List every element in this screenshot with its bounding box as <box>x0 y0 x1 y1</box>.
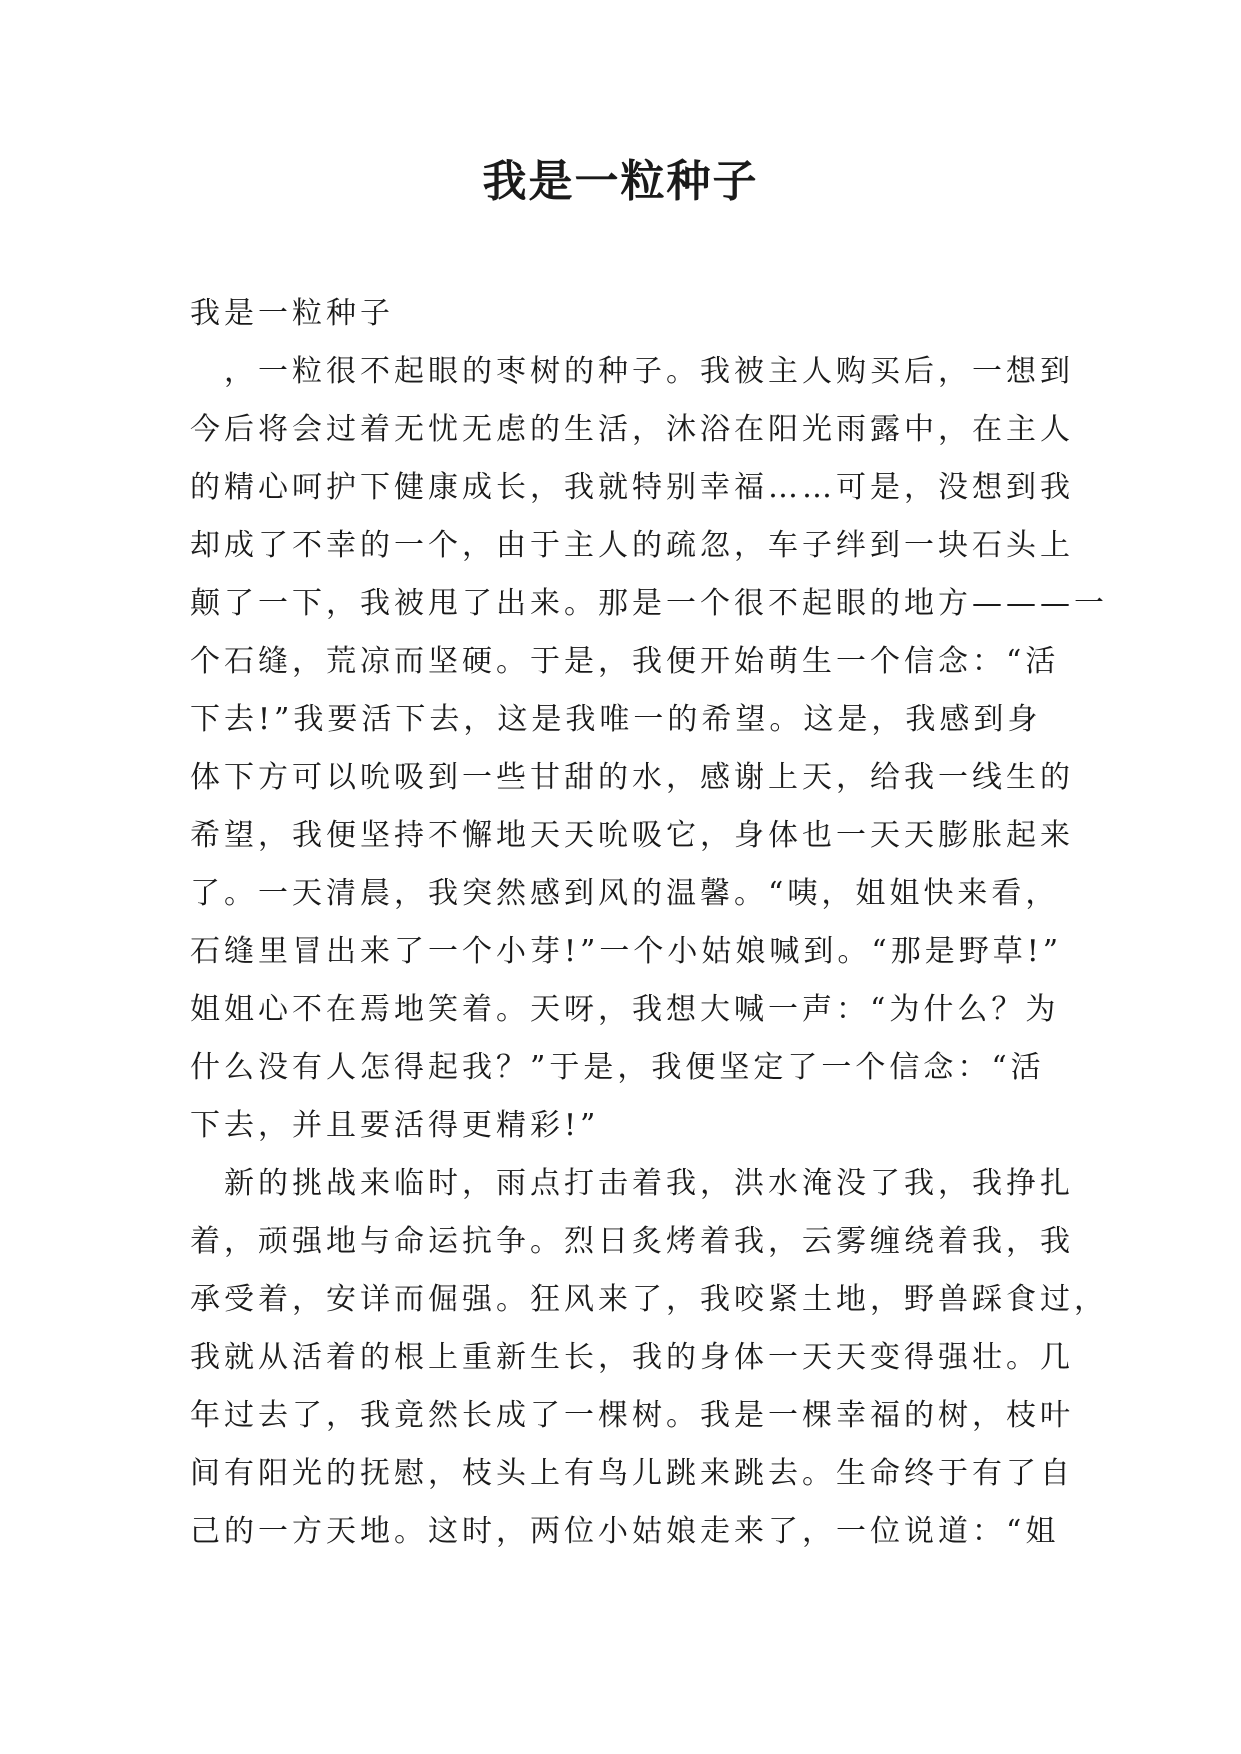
text-line: 个石缝，荒凉而坚硬。于是，我便开始萌生一个信念：“活 <box>190 644 1060 679</box>
text-line: 下去!”我要活下去，这是我唯一的希望。这是，我感到身 <box>190 702 1042 737</box>
document-title: 我是一粒种子 <box>482 156 759 207</box>
text-line: 姐姐心不在焉地笑着。天呀，我想大喊一声：“为什么？为 <box>190 992 1060 1027</box>
text-line: 体下方可以吮吸到一些甘甜的水，感谢上天，给我一线生的 <box>190 760 1074 795</box>
text-line: 石缝里冒出来了一个小芽!”一个小姑娘喊到。“那是野草!” <box>190 934 1063 969</box>
text-line: 着，顽强地与命运抗争。烈日炙烤着我，云雾缠绕着我，我 <box>190 1224 1074 1259</box>
text-line: 己的一方天地。这时，两位小姑娘走来了，一位说道：“姐 <box>190 1514 1060 1549</box>
text-line: 新的挑战来临时，雨点打击着我，洪水淹没了我，我挣扎 <box>190 1166 1074 1201</box>
text-line: 却成了不幸的一个，由于主人的疏忽，车子绊到一块石头上 <box>190 528 1074 563</box>
text-line: 颠了一下，我被甩了出来。那是一个很不起眼的地方———一 <box>190 586 1108 621</box>
text-line: 我是一粒种子 <box>190 296 394 331</box>
text-line: 下去，并且要活得更精彩!” <box>190 1108 600 1143</box>
text-line: 今后将会过着无忧无虑的生活，沐浴在阳光雨露中，在主人 <box>190 412 1074 447</box>
text-line: 希望，我便坚持不懈地天天吮吸它，身体也一天天膨胀起来 <box>190 818 1074 853</box>
text-line: 的精心呵护下健康成长，我就特别幸福……可是，没想到我 <box>190 470 1074 505</box>
text-line: 了。一天清晨，我突然感到风的温馨。“咦，姐姐快来看， <box>190 876 1060 911</box>
text-line: 间有阳光的抚慰，枝头上有鸟儿跳来跳去。生命终于有了自 <box>190 1456 1074 1491</box>
text-line: ，一粒很不起眼的枣树的种子。我被主人购买后，一想到 <box>190 354 1074 389</box>
document-body <box>190 285 1108 1561</box>
text-line: 承受着，安详而倔强。狂风来了，我咬紧土地，野兽踩食过， <box>190 1282 1108 1317</box>
text-line: 年过去了，我竟然长成了一棵树。我是一棵幸福的树，枝叶 <box>190 1398 1074 1433</box>
text-line: 我就从活着的根上重新生长，我的身体一天天变得强壮。几 <box>190 1340 1074 1375</box>
text-line: 什么没有人怎得起我？”于是，我便坚定了一个信念：“活 <box>190 1050 1045 1085</box>
